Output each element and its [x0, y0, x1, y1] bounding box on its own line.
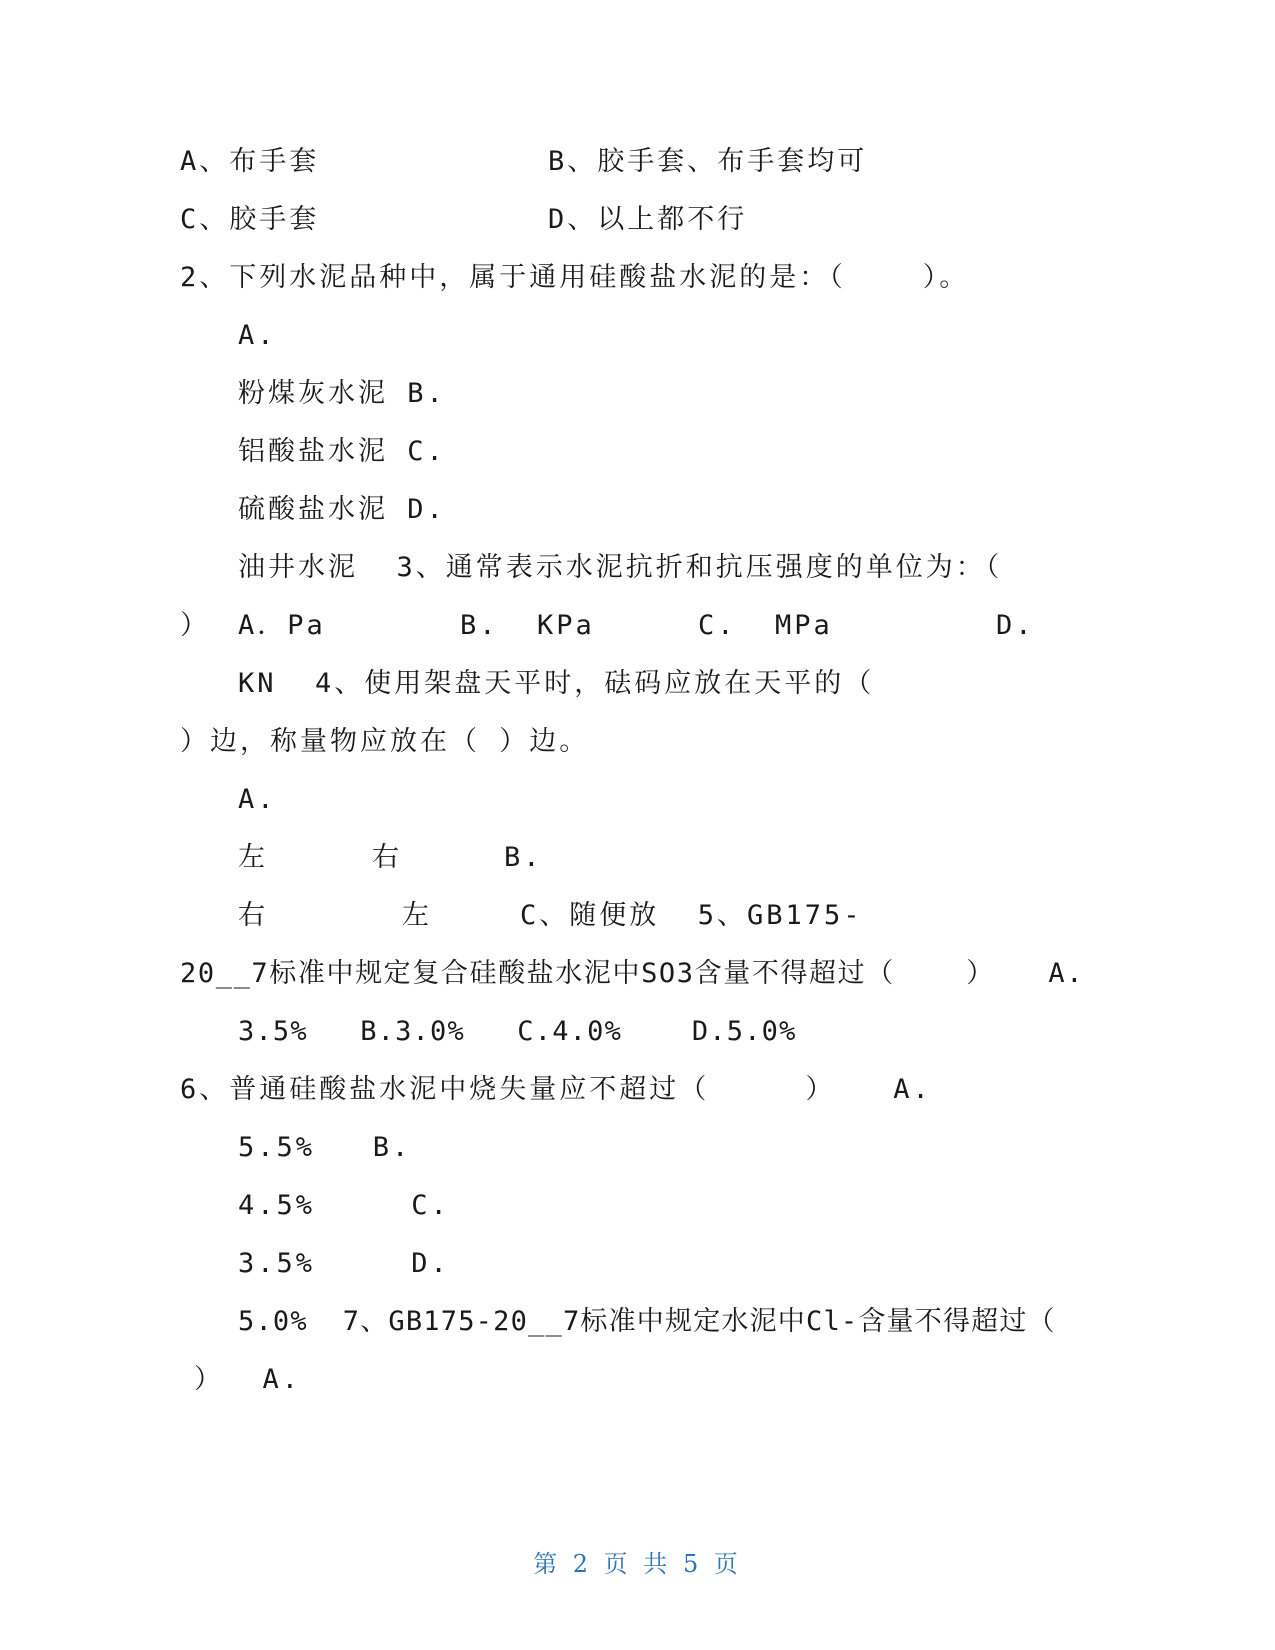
q3-option-d-label: D.: [996, 610, 1035, 641]
q3-kn-q4: KN 4、使用架盘天平时，砝码应放在天平的（: [238, 668, 875, 699]
q4-right-1: 右: [372, 842, 402, 873]
q2-line-aluminate: 铝酸盐水泥 C.: [238, 436, 446, 467]
q4-continuation: ）边，称量物应放在（ ）边。: [180, 726, 590, 757]
q4-left-2: 左: [402, 900, 432, 931]
q5-options: 3.5% B.3.0% C.4.0% D.5.0%: [238, 1016, 797, 1047]
q3-option-b: B. KPa: [460, 610, 595, 641]
q6-line-3: 3.5% D.: [238, 1248, 450, 1279]
q2-oil-well-q3: 油井水泥 3、通常表示水泥抗折和抗压强度的单位为：（: [238, 552, 1003, 583]
q6-d-q7: 5.0% 7、GB175-20__7标准中规定水泥中Cl-含量不得超过（: [238, 1306, 1056, 1337]
option-d-none: D、以上都不行: [548, 204, 748, 235]
q3-option-c: C. MPa: [698, 610, 833, 641]
q4-right-2: 右: [238, 900, 268, 931]
question-2: 2、下列水泥品种中，属于通用硅酸盐水泥的是：（ ）。: [180, 262, 970, 293]
q6-line-1: 5.5% B.: [238, 1132, 412, 1163]
q5-continuation: 20__7标准中规定复合硅酸盐水泥中SO3含量不得超过（ ） A.: [180, 958, 1085, 989]
q2-option-a-label: A.: [238, 320, 277, 351]
option-a-cloth-gloves: A、布手套: [180, 146, 320, 177]
option-b-either-gloves: B、胶手套、布手套均可: [548, 146, 868, 177]
q4-option-a-label: A.: [238, 784, 277, 815]
option-c-rubber-gloves: C、胶手套: [180, 204, 320, 235]
q6-line-2: 4.5% C.: [238, 1190, 450, 1221]
page-footer: 第 2 页 共 5 页: [533, 1550, 742, 1578]
q3-close-paren: ）: [180, 610, 210, 641]
q4-option-c-q5: C、随便放 5、GB175-: [520, 900, 863, 931]
q4-option-b-label: B.: [504, 842, 543, 873]
q2-line-sulfate: 硫酸盐水泥 D.: [238, 494, 446, 525]
q4-left-1: 左: [238, 842, 268, 873]
q3-option-a: A．Pa: [238, 610, 326, 641]
q7-continuation: ） A.: [194, 1364, 302, 1395]
question-6: 6、普通硅酸盐水泥中烧失量应不超过（ ） A.: [180, 1074, 932, 1105]
q2-line-fly-ash: 粉煤灰水泥 B.: [238, 378, 446, 409]
